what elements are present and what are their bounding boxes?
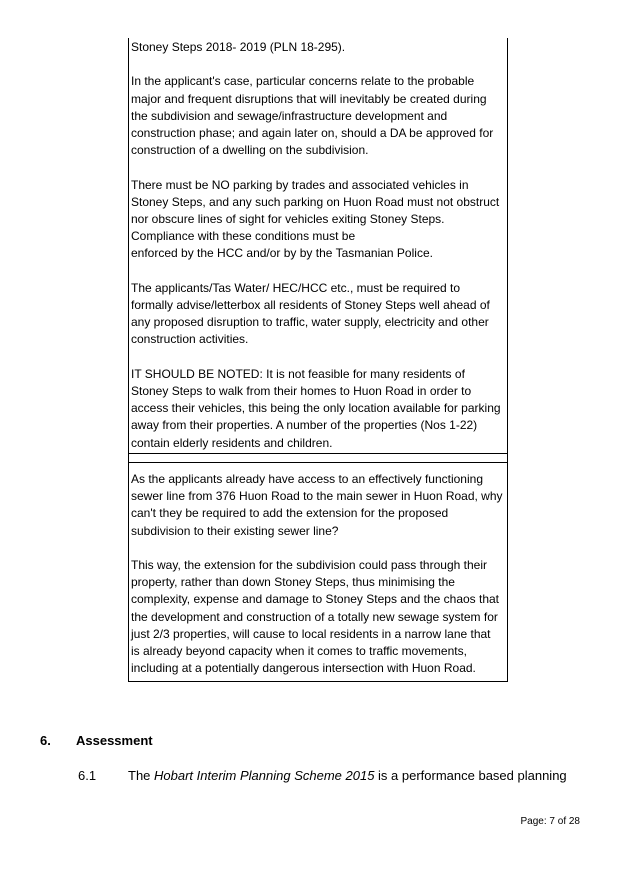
text-line: sewer line from 376 Huon Road to the main sewer in Huon Road, why bbox=[131, 489, 503, 504]
text-line: construction phase; and again later on, should a DA be approved for bbox=[131, 126, 494, 140]
table-cell-sewer bbox=[129, 462, 507, 681]
text-line: Stoney Steps to walk from their homes to Huon Road in order to bbox=[131, 384, 472, 398]
paragraph bbox=[131, 73, 505, 159]
text-line: just 2/3 properties, will cause to local residents in a narrow lane that bbox=[131, 626, 491, 641]
text-line: The applicants/Tas Water/ HEC/HCC etc., must be required to bbox=[131, 280, 461, 295]
subsection-text-after: is a performance based planning bbox=[374, 768, 567, 783]
text-line: contain elderly residents and children. bbox=[131, 435, 333, 450]
subsection-number: 6.1 bbox=[78, 768, 97, 783]
text-line: Compliance with these conditions must be bbox=[131, 229, 356, 244]
paragraph bbox=[131, 557, 505, 677]
submission-table bbox=[128, 38, 508, 682]
text-line: the development and construction of a totally new sewage system for bbox=[131, 609, 498, 624]
table-cell-empty bbox=[129, 453, 507, 462]
text-line: nor obscure lines of sight for vehicles exiting Stoney Steps. bbox=[131, 212, 445, 226]
text-line: including at a potentially dangerous intersection with Huon Road. bbox=[131, 661, 476, 676]
subsection-text-before: The bbox=[128, 768, 155, 783]
paragraph bbox=[131, 471, 505, 540]
text-line: As the applicants already have access to an effectively functioning bbox=[131, 472, 483, 486]
text-line: is already beyond capacity when it comes to traffic movements, bbox=[131, 644, 467, 659]
text-line: There must be NO parking by trades and associated vehicles in bbox=[131, 177, 469, 192]
text-line: the subdivision and sewage/infrastructure development and bbox=[131, 108, 448, 123]
text-line: major and frequent disruptions that will inevitably be created during bbox=[131, 91, 487, 106]
section-title: Assessment bbox=[76, 733, 153, 748]
text-line: subdivision to their existing sewer line? bbox=[131, 523, 339, 538]
paragraph bbox=[131, 280, 505, 349]
text-line: enforced by the HCC and/or by by the Tasmanian Police. bbox=[131, 246, 433, 261]
paragraph bbox=[131, 39, 505, 56]
text-line: Stoney Steps 2018- 2019 (PLN 18-295). bbox=[131, 40, 346, 54]
text-line: away from their properties. A number of the properties (Nos 1-22) bbox=[131, 418, 478, 433]
text-line: This way, the extension for the subdivision could pass through their bbox=[131, 558, 487, 572]
text-line: formally advise/letterbox all residents of Stoney Steps well ahead of bbox=[131, 298, 490, 312]
text-line: access their vehicles, this being the only location available for parking bbox=[131, 401, 501, 416]
text-line: any proposed disruption to traffic, water supply, electricity and other bbox=[131, 315, 489, 330]
section-number: 6. bbox=[40, 733, 51, 748]
text-line: construction of a dwelling on the subdivision. bbox=[131, 143, 369, 158]
paragraph bbox=[131, 366, 505, 452]
table-cell-concerns bbox=[129, 38, 507, 453]
subsection-text bbox=[128, 768, 567, 783]
text-line: property, rather than down Stoney Steps, thus minimising the bbox=[131, 575, 455, 590]
text-line: In the applicant's case, particular concerns relate to the probable bbox=[131, 74, 475, 89]
page-number: Page: 7 of 28 bbox=[520, 816, 580, 827]
paragraph bbox=[131, 177, 505, 263]
text-line: construction activities. bbox=[131, 332, 249, 347]
text-line: IT SHOULD BE NOTED: It is not feasible for many residents of bbox=[131, 366, 465, 381]
text-line: complexity, expense and damage to Stoney Steps and the chaos that bbox=[131, 592, 500, 607]
text-line: Stoney Steps, and any such parking on Huon Road must not obstruct bbox=[131, 194, 500, 209]
text-line: can't they be required to add the extension for the proposed bbox=[131, 506, 449, 521]
planning-scheme-title: Hobart Interim Planning Scheme 2015 bbox=[154, 768, 375, 783]
